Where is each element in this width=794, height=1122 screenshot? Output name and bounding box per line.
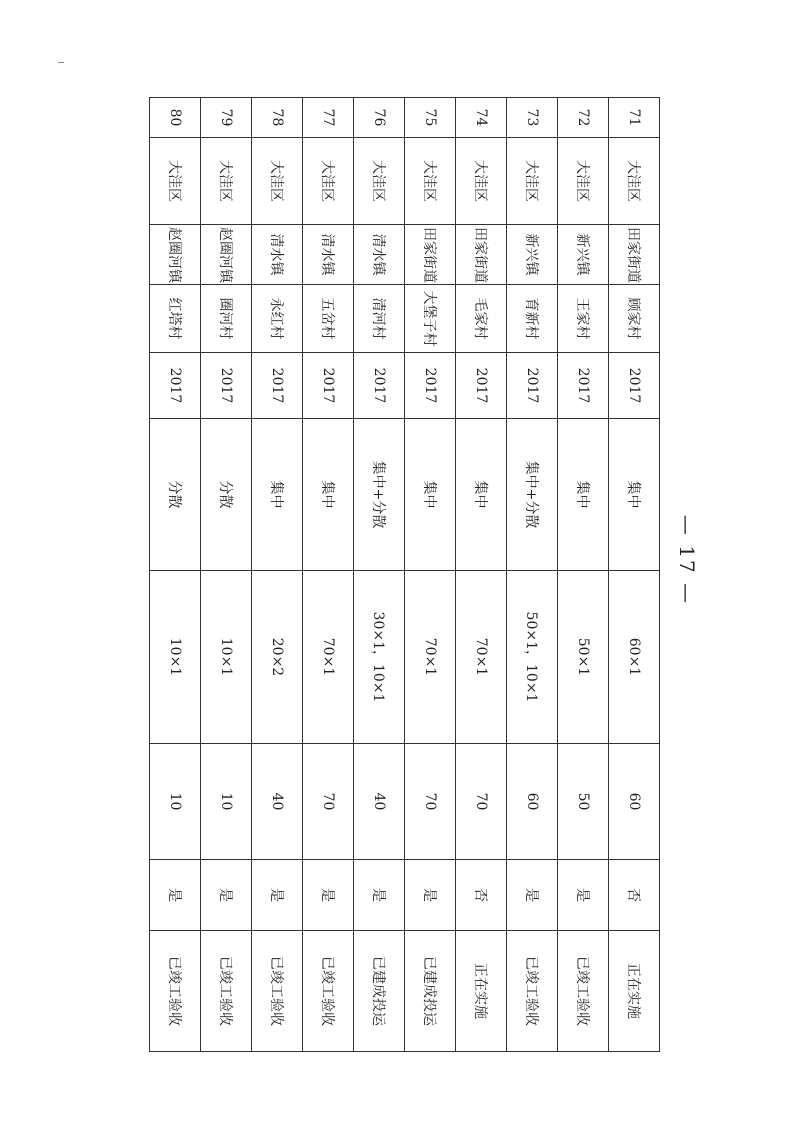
cell-flag: 否 — [456, 860, 507, 931]
cell-scale: 30×1，10×1 — [354, 571, 405, 744]
cell-flag: 是 — [252, 860, 303, 931]
cell-town: 新兴镇 — [507, 225, 558, 285]
cell-scale: 10×1 — [150, 571, 201, 744]
cell-year: 2017 — [558, 353, 609, 419]
cell-scale: 50×1 — [558, 571, 609, 744]
table-row — [354, 98, 405, 1052]
cell-village: 王家村 — [558, 285, 609, 353]
cell-year: 2017 — [252, 353, 303, 419]
cell-town: 清水镇 — [252, 225, 303, 285]
cell-mode: 集中+分散 — [354, 419, 405, 571]
cell-status: 已建成投运 — [354, 931, 405, 1052]
cell-mode: 分散 — [201, 419, 252, 571]
cell-year: 2017 — [354, 353, 405, 419]
cell-index: 77 — [303, 98, 354, 138]
cell-capacity: 40 — [354, 744, 405, 860]
cell-scale: 60×1 — [609, 571, 660, 744]
cell-mode: 集中 — [405, 419, 456, 571]
cell-status: 正在实施 — [456, 931, 507, 1052]
cell-status: 已竣工验收 — [507, 931, 558, 1052]
table-row — [405, 98, 456, 1052]
cell-index: 71 — [609, 98, 660, 138]
cell-scale: 70×1 — [303, 571, 354, 744]
cell-scale: 70×1 — [405, 571, 456, 744]
cell-index: 74 — [456, 98, 507, 138]
cell-scale: 10×1 — [201, 571, 252, 744]
cell-index: 75 — [405, 98, 456, 138]
cell-year: 2017 — [150, 353, 201, 419]
table-row — [456, 98, 507, 1052]
cell-year: 2017 — [609, 353, 660, 419]
cell-flag: 是 — [354, 860, 405, 931]
cell-town: 田家街道 — [456, 225, 507, 285]
table-row — [609, 98, 660, 1052]
cell-flag: 是 — [150, 860, 201, 931]
cell-year: 2017 — [456, 353, 507, 419]
page-number: — 17 — — [675, 514, 699, 606]
cell-flag: 是 — [558, 860, 609, 931]
cell-district: 大洼区 — [558, 138, 609, 225]
cell-capacity: 50 — [558, 744, 609, 860]
cell-capacity: 70 — [303, 744, 354, 860]
cell-village: 红塔村 — [150, 285, 201, 353]
cell-status: 已竣工验收 — [201, 931, 252, 1052]
cell-capacity: 60 — [507, 744, 558, 860]
cell-scale: 20×2 — [252, 571, 303, 744]
cell-flag: 是 — [507, 860, 558, 931]
table-row — [252, 98, 303, 1052]
cell-status: 已建成投运 — [405, 931, 456, 1052]
cell-index: 78 — [252, 98, 303, 138]
table-row — [303, 98, 354, 1052]
cell-capacity: 10 — [150, 744, 201, 860]
cell-village: 清河村 — [354, 285, 405, 353]
cell-town: 清水镇 — [303, 225, 354, 285]
project-table — [149, 97, 660, 1052]
cell-index: 76 — [354, 98, 405, 138]
cell-village: 育新村 — [507, 285, 558, 353]
cell-district: 大洼区 — [252, 138, 303, 225]
cell-town: 新兴镇 — [558, 225, 609, 285]
cell-index: 72 — [558, 98, 609, 138]
cell-year: 2017 — [507, 353, 558, 419]
cell-status: 已竣工验收 — [252, 931, 303, 1052]
cell-village: 顾家村 — [609, 285, 660, 353]
cell-town: 田家街道 — [609, 225, 660, 285]
cell-status: 已竣工验收 — [558, 931, 609, 1052]
cell-mode: 集中 — [303, 419, 354, 571]
cell-capacity: 10 — [201, 744, 252, 860]
cell-capacity: 70 — [405, 744, 456, 860]
cell-district: 大洼区 — [507, 138, 558, 225]
cell-year: 2017 — [405, 353, 456, 419]
cell-capacity: 70 — [456, 744, 507, 860]
cell-town: 赵圈河镇 — [150, 225, 201, 285]
cell-mode: 集中 — [609, 419, 660, 571]
table-row — [150, 98, 201, 1052]
table-body — [150, 98, 660, 1052]
cell-mode: 集中 — [252, 419, 303, 571]
cell-village: 五岔村 — [303, 285, 354, 353]
cell-index: 73 — [507, 98, 558, 138]
cell-district: 大洼区 — [405, 138, 456, 225]
cell-status: 已竣工验收 — [303, 931, 354, 1052]
cell-district: 大洼区 — [150, 138, 201, 225]
cell-town: 田家街道 — [405, 225, 456, 285]
cell-village: 毛家村 — [456, 285, 507, 353]
cell-mode: 集中+分散 — [507, 419, 558, 571]
cell-status: 正在实施 — [609, 931, 660, 1052]
cell-district: 大洼区 — [201, 138, 252, 225]
cell-index: 80 — [150, 98, 201, 138]
scan-mark — [58, 62, 64, 63]
cell-scale: 70×1 — [456, 571, 507, 744]
cell-mode: 集中 — [456, 419, 507, 571]
table-row — [201, 98, 252, 1052]
cell-mode: 集中 — [558, 419, 609, 571]
table-row — [558, 98, 609, 1052]
cell-village: 圈河村 — [201, 285, 252, 353]
cell-index: 79 — [201, 98, 252, 138]
cell-flag: 是 — [303, 860, 354, 931]
cell-capacity: 40 — [252, 744, 303, 860]
cell-year: 2017 — [303, 353, 354, 419]
cell-mode: 分散 — [150, 419, 201, 571]
cell-district: 大洼区 — [456, 138, 507, 225]
cell-flag: 是 — [201, 860, 252, 931]
table-row — [507, 98, 558, 1052]
cell-district: 大洼区 — [303, 138, 354, 225]
cell-capacity: 60 — [609, 744, 660, 860]
cell-flag: 是 — [405, 860, 456, 931]
cell-village: 永红村 — [252, 285, 303, 353]
cell-town: 清水镇 — [354, 225, 405, 285]
cell-district: 大洼区 — [354, 138, 405, 225]
cell-town: 赵圈河镇 — [201, 225, 252, 285]
cell-flag: 否 — [609, 860, 660, 931]
rotated-table-container — [150, 97, 660, 1051]
cell-scale: 50×1，10×1 — [507, 571, 558, 744]
cell-village: 大堡子村 — [405, 285, 456, 353]
cell-year: 2017 — [201, 353, 252, 419]
cell-status: 已竣工验收 — [150, 931, 201, 1052]
cell-district: 大洼区 — [609, 138, 660, 225]
